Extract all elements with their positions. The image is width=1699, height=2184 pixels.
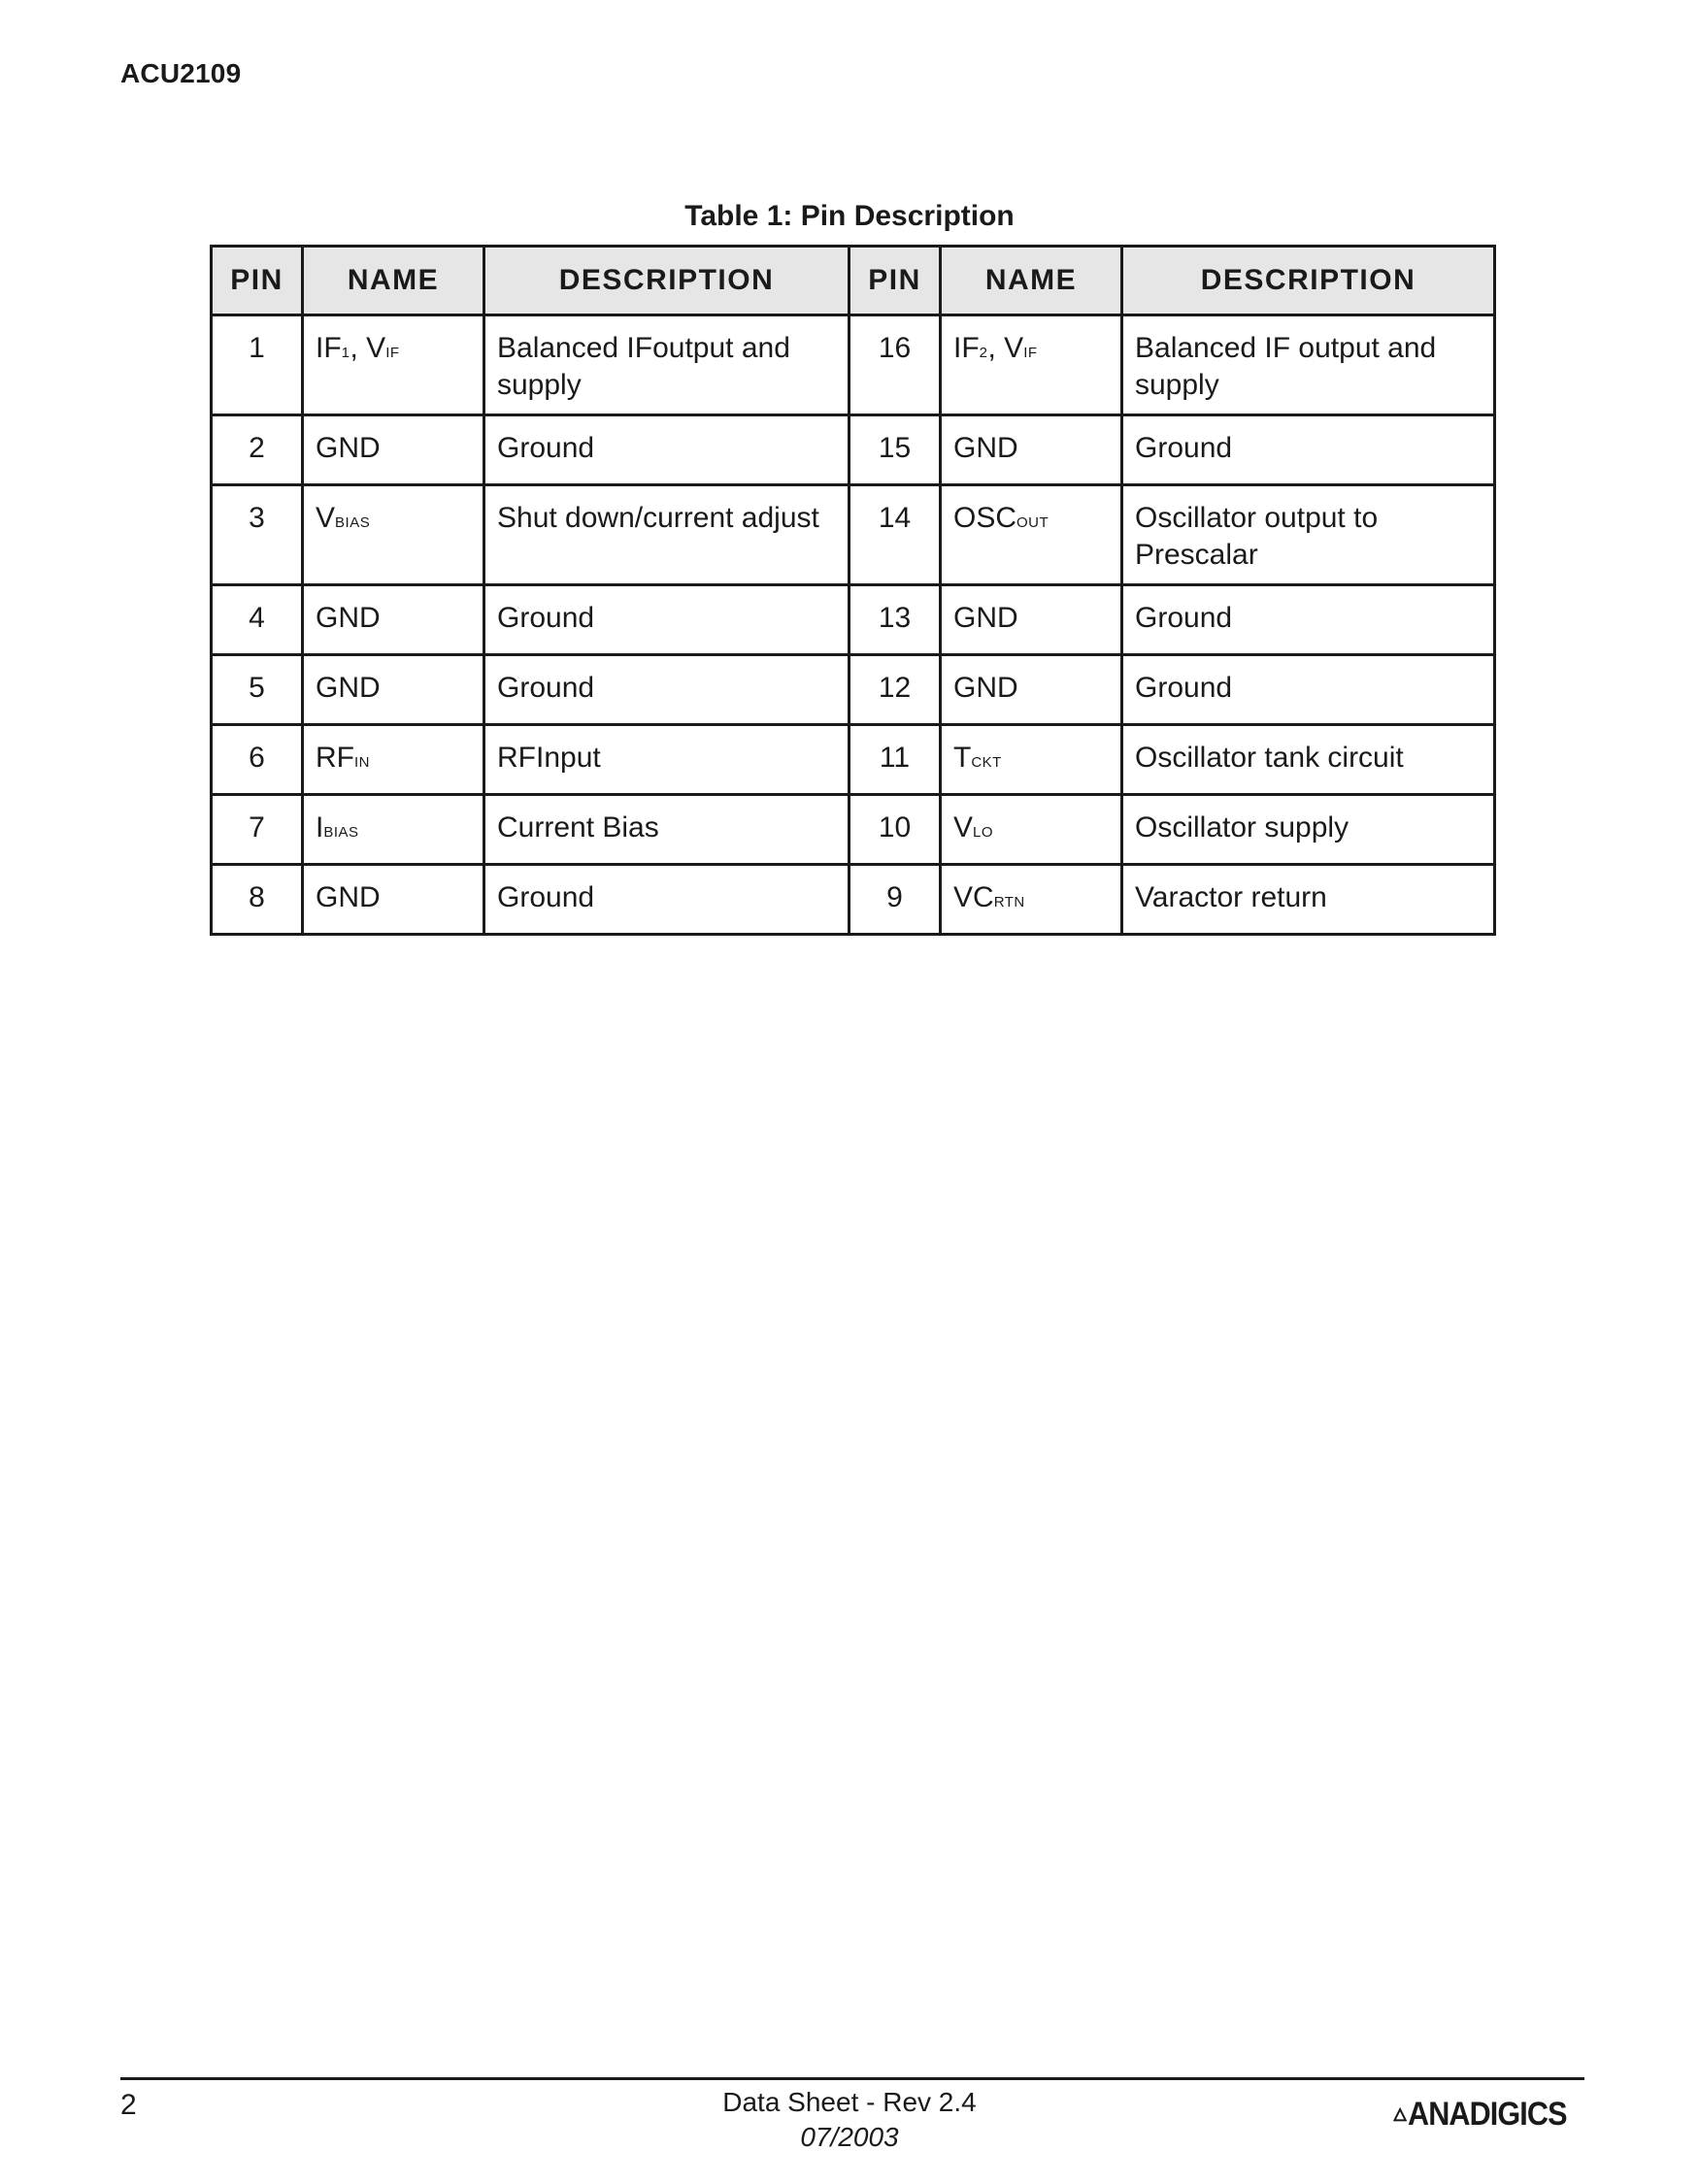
pin-description: Ground bbox=[1122, 585, 1495, 655]
header-pin-right: PIN bbox=[850, 247, 941, 315]
pin-name: GND bbox=[941, 655, 1122, 725]
table-row bbox=[212, 485, 1495, 585]
pin-description: Ground bbox=[484, 655, 850, 725]
pin-description-table bbox=[210, 245, 1496, 936]
pin-number: 1 bbox=[212, 315, 303, 415]
table-row bbox=[212, 315, 1495, 415]
pin-name: VCRTN bbox=[941, 865, 1122, 935]
table-row bbox=[212, 585, 1495, 655]
pin-description: Oscillator tank circuit bbox=[1122, 725, 1495, 795]
document-id: ACU2109 bbox=[120, 58, 242, 88]
pin-number: 10 bbox=[850, 795, 941, 865]
pin-name: IF2, VIF bbox=[941, 315, 1122, 415]
pin-number: 16 bbox=[850, 315, 941, 415]
logo-text: ANADIGICS bbox=[1408, 2096, 1567, 2133]
pin-name: GND bbox=[303, 865, 484, 935]
pin-name: VBIAS bbox=[303, 485, 484, 585]
table-row bbox=[212, 415, 1495, 485]
page-number: 2 bbox=[120, 2089, 137, 2121]
header-description-left: DESCRIPTION bbox=[484, 247, 850, 315]
pin-number: 3 bbox=[212, 485, 303, 585]
header-name-right: NAME bbox=[941, 247, 1122, 315]
pin-name: RFIN bbox=[303, 725, 484, 795]
table-row bbox=[212, 795, 1495, 865]
pin-description: Oscillator output to Prescalar bbox=[1122, 485, 1495, 585]
header-description-right: DESCRIPTION bbox=[1122, 247, 1495, 315]
pin-description: Current Bias bbox=[484, 795, 850, 865]
header-name-left: NAME bbox=[303, 247, 484, 315]
pin-number: 12 bbox=[850, 655, 941, 725]
table-header-row bbox=[212, 247, 1495, 315]
table-row bbox=[212, 655, 1495, 725]
pin-number: 4 bbox=[212, 585, 303, 655]
pin-number: 14 bbox=[850, 485, 941, 585]
pin-name: GND bbox=[941, 415, 1122, 485]
doc-date: 07/2003 bbox=[800, 2122, 899, 2152]
pin-name: GND bbox=[303, 415, 484, 485]
pin-number: 6 bbox=[212, 725, 303, 795]
pin-description: Shut down/current adjust bbox=[484, 485, 850, 585]
pin-number: 2 bbox=[212, 415, 303, 485]
pin-number: 8 bbox=[212, 865, 303, 935]
pin-number: 11 bbox=[850, 725, 941, 795]
pin-description: Ground bbox=[484, 415, 850, 485]
logo-triangle-icon bbox=[1392, 2097, 1408, 2132]
table-title: Table 1: Pin Description bbox=[684, 200, 1015, 232]
pin-name: IF1, VIF bbox=[303, 315, 484, 415]
pin-description: Oscillator supply bbox=[1122, 795, 1495, 865]
footer-divider bbox=[120, 2077, 1584, 2080]
header-pin-left: PIN bbox=[212, 247, 303, 315]
pin-number: 7 bbox=[212, 795, 303, 865]
pin-description: Ground bbox=[484, 865, 850, 935]
pin-name: VLO bbox=[941, 795, 1122, 865]
anadigics-logo bbox=[1392, 2094, 1584, 2134]
pin-description: Ground bbox=[1122, 655, 1495, 725]
pin-name: GND bbox=[303, 655, 484, 725]
pin-description: Varactor return bbox=[1122, 865, 1495, 935]
pin-name: OSCOUT bbox=[941, 485, 1122, 585]
pin-name: GND bbox=[303, 585, 484, 655]
pin-description: Ground bbox=[1122, 415, 1495, 485]
pin-number: 15 bbox=[850, 415, 941, 485]
pin-description: Balanced IFoutput and supply bbox=[484, 315, 850, 415]
table-row bbox=[212, 865, 1495, 935]
pin-number: 5 bbox=[212, 655, 303, 725]
pin-name: IBIAS bbox=[303, 795, 484, 865]
pin-name: TCKT bbox=[941, 725, 1122, 795]
table-row bbox=[212, 725, 1495, 795]
pin-description: Balanced IF output and supply bbox=[1122, 315, 1495, 415]
doc-type: Data Sheet - Rev 2.4 bbox=[722, 2087, 977, 2117]
pin-name: GND bbox=[941, 585, 1122, 655]
pin-description: Ground bbox=[484, 585, 850, 655]
pin-description: RFInput bbox=[484, 725, 850, 795]
pin-number: 9 bbox=[850, 865, 941, 935]
pin-number: 13 bbox=[850, 585, 941, 655]
